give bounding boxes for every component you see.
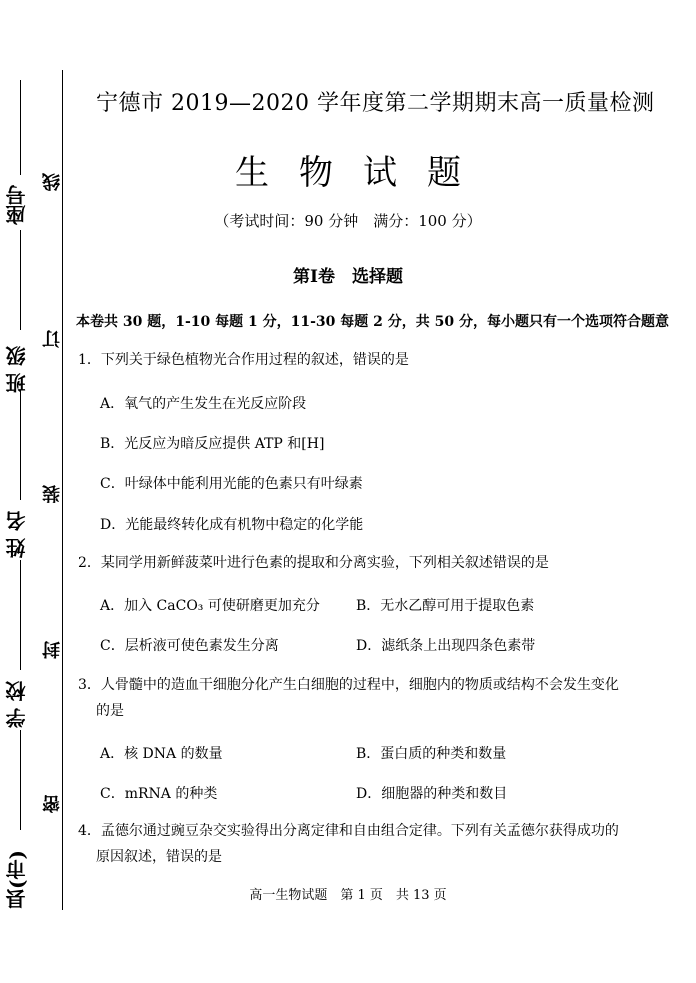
question-3-stem: 3．人骨髓中的造血干细胞分化产生白细胞的过程中，细胞内的物质或结构不会发生变化 bbox=[78, 677, 619, 693]
question-2-option-b: B．无水乙醇可用于提取色素 bbox=[356, 598, 535, 614]
county-blank-line bbox=[20, 730, 21, 830]
question-1-option-a: A．氧气的产生发生在光反应阶段 bbox=[100, 396, 307, 412]
question-3-option-c: C．mRNA 的种类 bbox=[100, 786, 218, 802]
question-3-option-a: A．核 DNA 的数量 bbox=[100, 746, 223, 762]
question-4-stem: 4．孟德尔通过豌豆杂交实验得出分离定律和自由组合定律。下列有关孟德尔获得成功的 bbox=[78, 823, 619, 839]
page-footer: 高一生物试题 第 1 页 共 13 页 bbox=[249, 888, 447, 903]
question-4-stem-continued: 原因叙述，错误的是 bbox=[96, 849, 222, 865]
question-3-stem-continued: 的是 bbox=[96, 703, 124, 719]
seal-line-word: 线 bbox=[42, 173, 63, 191]
question-2-stem: 2．某同学用新鲜菠菜叶进行色素的提取和分离实验，下列相关叙述错误的是 bbox=[78, 555, 549, 571]
question-1-option-c: C．叶绿体中能利用光能的色素只有叶绿素 bbox=[100, 476, 363, 492]
question-1-stem: 1．下列关于绿色植物光合作用过程的叙述，错误的是 bbox=[78, 352, 409, 368]
section-instructions: 本卷共 30 题，1-10 每题 1 分，11-30 每题 2 分，共 50 分，每小题只有一个选项符合题意 bbox=[76, 314, 669, 330]
label-name: 姓 名 bbox=[5, 511, 29, 559]
seal-seal-word: 封 bbox=[42, 641, 63, 659]
school-blank-line bbox=[20, 560, 21, 670]
label-county: 县(市) bbox=[5, 850, 29, 910]
seal-secret-word: 密 bbox=[42, 795, 63, 813]
seal-staple-word: 订 bbox=[42, 330, 63, 348]
question-3-option-d: D．细胞器的种类和数目 bbox=[356, 786, 508, 802]
question-1-option-d: D．光能最终转化成有机物中稳定的化学能 bbox=[100, 517, 364, 533]
question-2-option-d: D．滤纸条上出现四条色素带 bbox=[356, 638, 536, 654]
label-class: 班 级 bbox=[5, 346, 29, 394]
section-title: 第Ⅰ卷 选择题 bbox=[293, 267, 403, 287]
subject-title: 生物试题 bbox=[235, 153, 491, 193]
question-2-option-a: A．加入 CaCO₃ 可使研磨更加充分 bbox=[100, 598, 320, 614]
question-2-option-c: C．层析液可使色素发生分离 bbox=[100, 638, 279, 654]
name-blank-line bbox=[20, 390, 21, 500]
exam-title: 宁德市 2019—2020 学年度第二学期期末高一质量检测 bbox=[96, 91, 655, 116]
question-1-option-b: B．光反应为暗反应提供 ATP 和[H] bbox=[100, 436, 325, 452]
question-3-option-b: B．蛋白质的种类和数量 bbox=[356, 746, 507, 762]
label-seat: 座号 bbox=[5, 185, 29, 225]
label-school: 学 校 bbox=[5, 681, 29, 729]
seal-bind-word: 装 bbox=[42, 485, 63, 503]
exam-info: （考试时间：90 分钟 满分：100 分） bbox=[214, 212, 482, 230]
